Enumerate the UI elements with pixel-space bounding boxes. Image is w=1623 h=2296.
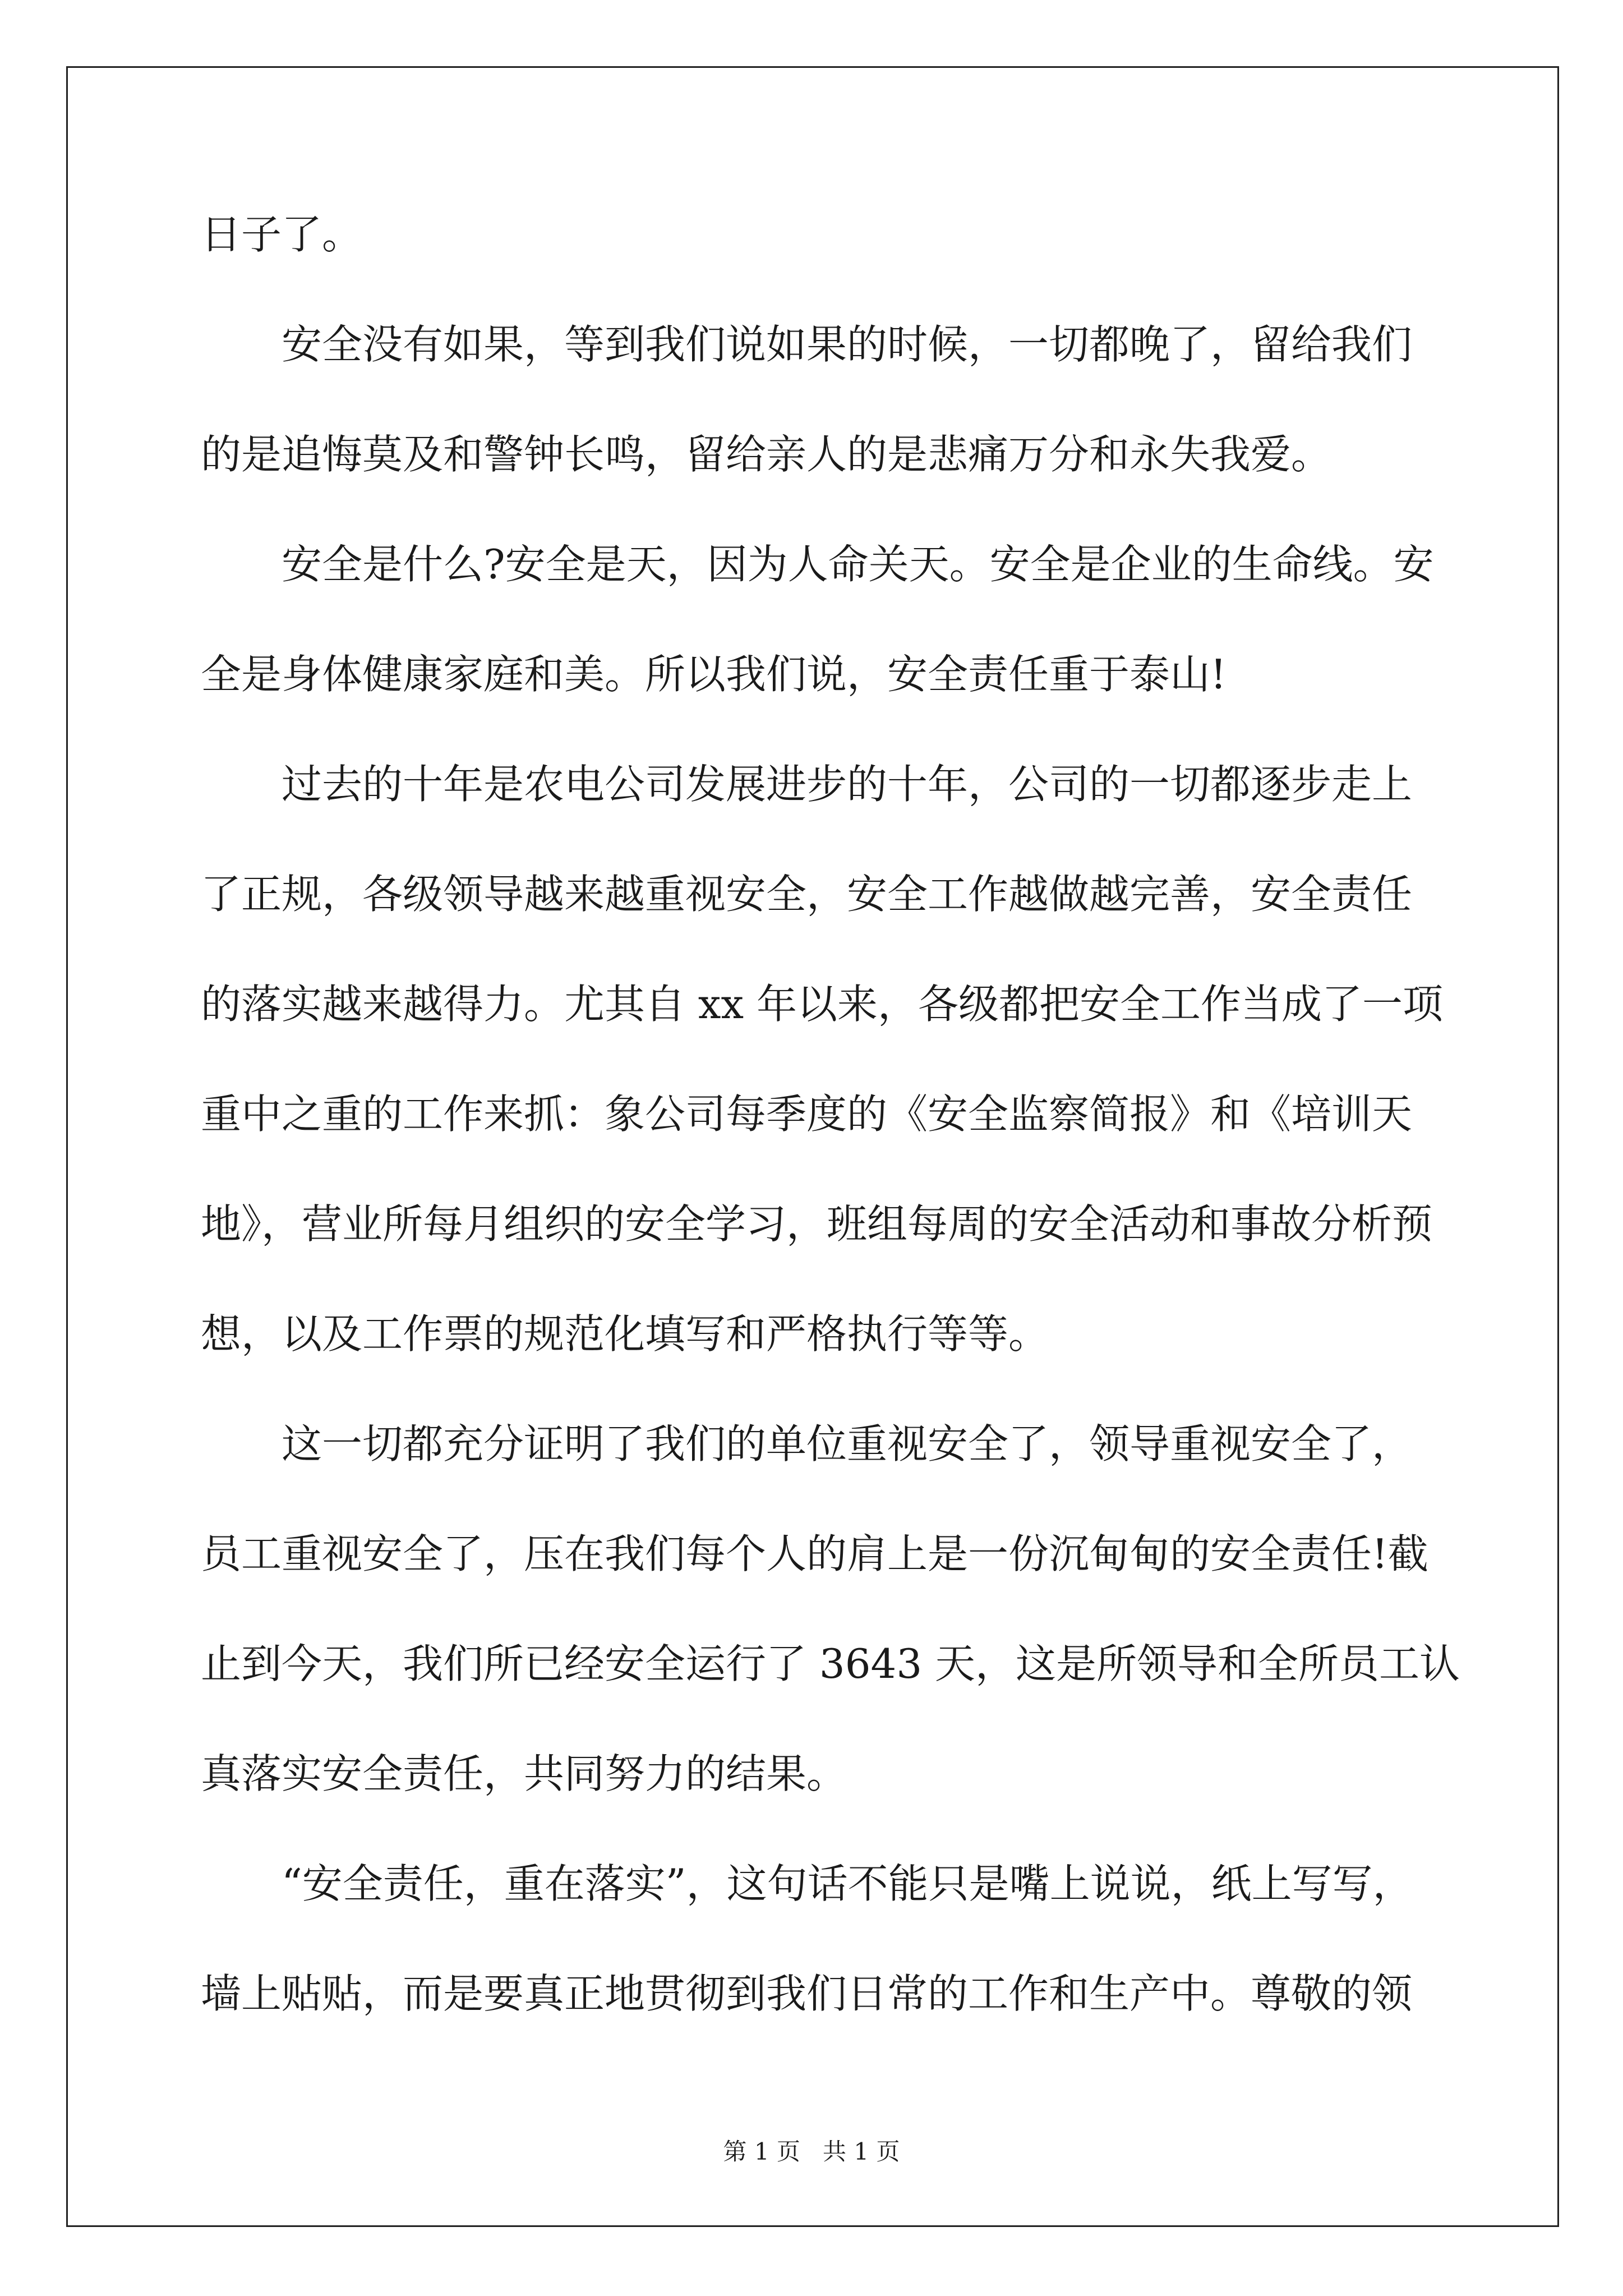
text-line: 地》，营业所每月组织的安全学习，班组每周的安全活动和事故分析预	[201, 1200, 1433, 1248]
text-line: “安全责任，重在落实”，这句话不能只是嘴上说说，纸上写写，	[282, 1860, 1413, 1907]
text-line: 员工重视安全了，压在我们每个人的肩上是一份沉甸甸的安全责任!截	[201, 1530, 1428, 1577]
text-line: 止到今天，我们所已经安全运行了 3643 天，这是所领导和全所员工认	[201, 1640, 1460, 1687]
text-line: 墙上贴贴，而是要真正地贯彻到我们日常的工作和生产中。尊敬的领	[201, 1970, 1413, 2017]
text-line: 重中之重的工作来抓：象公司每季度的《安全监察简报》和《培训天	[201, 1091, 1413, 1138]
text-line: 想，以及工作票的规范化填写和严格执行等等。	[201, 1310, 1049, 1358]
page-total: 共 1 页	[823, 2138, 900, 2165]
text-line: 的落实越来越得力。尤其自 xx 年以来，各级都把安全工作当成了一项	[201, 981, 1443, 1028]
text-line: 的是追悔莫及和警钟长鸣，留给亲人的是悲痛万分和永失我爱。	[201, 431, 1332, 478]
text-line: 安全没有如果，等到我们说如果的时候，一切都晚了，留给我们	[282, 321, 1413, 368]
text-line: 这一切都充分证明了我们的单位重视安全了，领导重视安全了，	[282, 1420, 1413, 1467]
text-line: 全是身体健康家庭和美。所以我们说，安全责任重于泰山!	[201, 651, 1227, 698]
page-footer	[0, 2136, 1623, 2168]
text-line: 安全是什么?安全是天，因为人命关天。安全是企业的生命线。安	[282, 541, 1434, 588]
text-line: 了正规，各级领导越来越重视安全，安全工作越做越完善，安全责任	[201, 871, 1413, 918]
text-line: 真落实安全责任，共同努力的结果。	[201, 1750, 847, 1797]
text-line: 过去的十年是农电公司发展进步的十年，公司的一切都逐步走上	[282, 761, 1413, 808]
page-number: 第 1 页	[723, 2138, 800, 2165]
text-line: 日子了。	[201, 211, 363, 258]
